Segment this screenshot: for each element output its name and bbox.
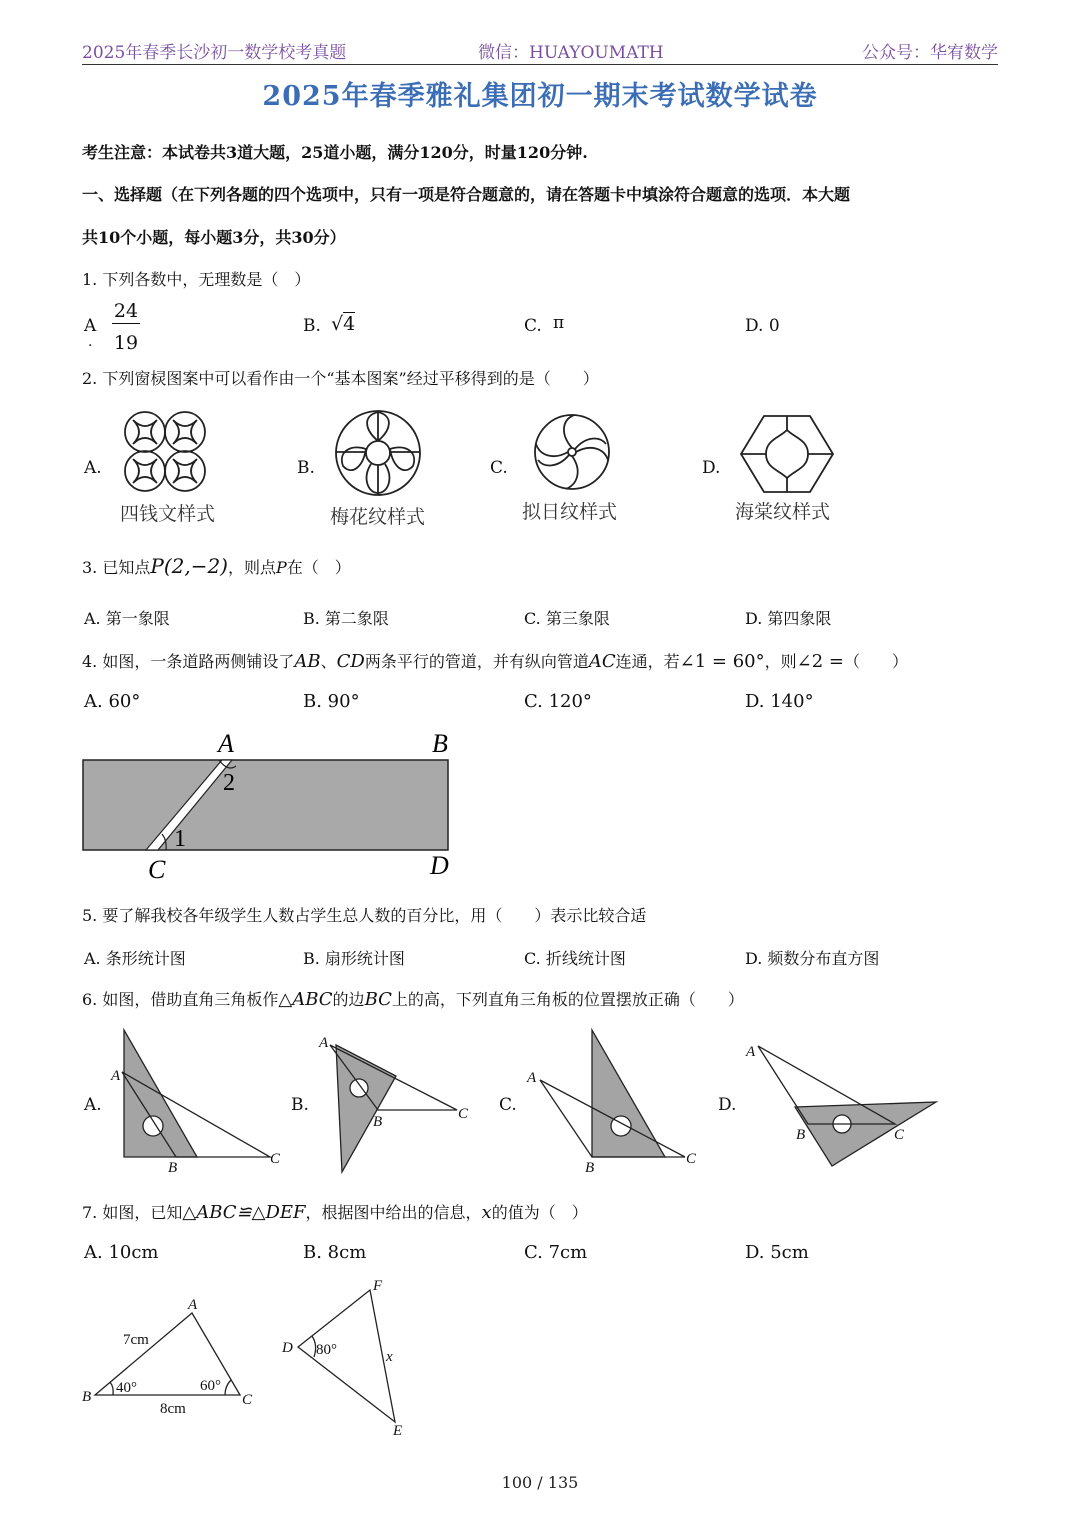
q5-option-b: B. 扇形统计图	[303, 949, 405, 968]
q7-side-x: x	[386, 1349, 393, 1365]
q6-a-label-a: A	[111, 1068, 121, 1084]
exam-notice: 考生注意：本试卷共3道大题，25道小题，满分120分，时量120分钟.	[82, 143, 588, 162]
q4-option-d: D. 140°	[745, 691, 814, 712]
page-title: 2025年春季雅礼集团初一期末考试数学试卷	[262, 81, 818, 112]
q6-d-label-a: A	[746, 1044, 756, 1060]
q7-angle-b-arc	[110, 1382, 113, 1395]
q2-caption-b: 梅花纹样式	[330, 506, 426, 528]
q4-stem-pre: 4. 如图，一条道路两侧铺设了	[82, 652, 295, 671]
q4-label-a: A	[218, 729, 234, 758]
q2-stem: 2. 下列窗棂图案中可以看作由一个“基本图案”经过平移得到的是（ ）	[82, 369, 599, 388]
q6-option-d-label: D.	[718, 1095, 737, 1115]
q4-label-1: 1	[174, 826, 186, 852]
q2-caption-d: 海棠纹样式	[735, 501, 831, 523]
q3-option-c: C. 第三象限	[524, 609, 610, 628]
q7-label-f: F	[373, 1278, 383, 1294]
q7-label-e: E	[393, 1423, 403, 1439]
header-left: 2025年春季长沙初一数学校考真题	[82, 43, 347, 63]
header-right: 公众号：华宥数学	[862, 43, 998, 63]
q3-stem-pre: 3. 已知点	[82, 558, 151, 577]
q7-option-d: D. 5cm	[745, 1242, 809, 1263]
q2-caption-a: 四钱文样式	[120, 503, 216, 525]
q6-a-label-c: C	[270, 1151, 281, 1167]
q7-congruence: △ABC≌△DEF	[182, 1202, 306, 1223]
q5-option-d: D. 频数分布直方图	[745, 949, 880, 968]
q7-angle-b: 40°	[116, 1380, 137, 1396]
q6-c-label-b: B	[585, 1160, 595, 1176]
q2-caption-c: 拟日纹样式	[522, 501, 618, 523]
q7-option-c: C. 7cm	[524, 1242, 588, 1263]
q3-point-p: P	[276, 558, 287, 577]
q1-option-a-label: A	[84, 316, 97, 336]
q6-end: 上的高，下列直角三角板的位置摆放正确（ ）	[391, 990, 744, 1009]
section1-heading-cont: 共10个小题，每小题3分，共30分）	[82, 228, 346, 247]
q6-mid: 的边	[332, 990, 365, 1009]
q6-b-label-b: B	[373, 1114, 383, 1130]
q1-option-d: D. 0	[745, 316, 780, 336]
q7-x: x	[481, 1202, 492, 1223]
q7-label-b: B	[82, 1389, 92, 1405]
q4-condition: ∠1 = 60°	[679, 651, 765, 672]
q7-angle-d: 80°	[316, 1342, 337, 1358]
q6-d-label-b: B	[796, 1127, 806, 1143]
q2-option-c-label: C.	[490, 458, 508, 478]
q1-option-a-denominator: 19	[113, 332, 139, 354]
q6-bc: BC	[364, 989, 392, 1010]
q1-option-c-label: C.	[524, 316, 542, 336]
q6-b-label-c: C	[458, 1106, 469, 1122]
q6-b-label-a: A	[319, 1035, 329, 1051]
q1-stem: 1. 下列各数中，无理数是（ ）	[82, 270, 311, 289]
q4-label-c: C	[148, 855, 166, 884]
q4-label-d: D	[430, 851, 449, 880]
q4-option-a: A. 60°	[84, 691, 141, 712]
q7-label-d: D	[282, 1340, 293, 1356]
q4-end: （ ）	[843, 652, 908, 671]
q6-c-label-c: C	[686, 1151, 697, 1167]
q6-d-label-c: C	[894, 1127, 905, 1143]
q7-side-bc: 8cm	[160, 1401, 186, 1417]
q7-label-a: A	[188, 1297, 198, 1313]
q4-label-b: B	[432, 729, 448, 758]
q3-stem-post: ，则点	[228, 558, 277, 577]
q4-sep: 、	[320, 652, 337, 671]
q6-stem-pre: 6. 如图，借助直角三角板作	[82, 990, 279, 1009]
q3-point: P(2,−2)	[150, 554, 228, 578]
q5-option-c: C. 折线统计图	[524, 949, 626, 968]
q4-option-c: C. 120°	[524, 691, 592, 712]
q1-option-a-numerator: 24	[113, 300, 139, 322]
q7-option-b: B. 8cm	[303, 1242, 367, 1263]
q7-angle-c: 60°	[200, 1378, 221, 1394]
q4-mid3: ，则	[764, 652, 797, 671]
q6-option-b-label: B.	[291, 1095, 309, 1115]
q4-mid: 两条平行的管道，并有纵向管道	[364, 652, 589, 671]
q3-option-a: A. 第一象限	[84, 609, 170, 628]
q4-label-2: 2	[223, 770, 235, 796]
page-number: 100 / 135	[501, 1473, 579, 1492]
q6-option-a-label: A.	[84, 1095, 102, 1115]
q2-option-a-label: A.	[84, 458, 102, 478]
q6-option-c-label: C.	[499, 1095, 517, 1115]
q7-end: 的值为（ ）	[491, 1203, 588, 1222]
q6-a-label-b: B	[168, 1160, 178, 1176]
sqrt-symbol: √	[331, 313, 344, 335]
q2-option-d-label: D.	[702, 458, 721, 478]
q3-stem-end: 在（ ）	[286, 558, 351, 577]
q7-option-a: A. 10cm	[84, 1242, 159, 1263]
q4-ab: AB	[294, 651, 321, 672]
q7-mid: ，根据图中给出的信息，	[305, 1203, 482, 1222]
q7-label-c: C	[242, 1392, 253, 1408]
q2-option-b-label: B.	[297, 458, 315, 478]
q6-c-label-a: A	[527, 1070, 537, 1086]
q4-ask: ∠2 =	[796, 651, 844, 672]
section1-heading: 一、选择题（在下列各题的四个选项中，只有一项是符合题意的，请在答题卡中填涂符合题意的选项．本大题	[82, 185, 851, 204]
q3-option-b: B. 第二象限	[303, 609, 389, 628]
q7-stem-pre: 7. 如图，已知	[82, 1203, 183, 1222]
q7-triangle-def	[298, 1290, 395, 1422]
q1-option-b-label: B.	[303, 316, 321, 336]
q4-ac: AC	[588, 651, 616, 672]
q1-option-b-radicand: 4	[343, 313, 356, 335]
q7-angle-c-arc	[225, 1380, 231, 1395]
q5-option-a: A. 条形统计图	[84, 949, 186, 968]
q1-option-a-dot: .	[88, 334, 93, 350]
q3-option-d: D. 第四象限	[745, 609, 832, 628]
q4-option-b: B. 90°	[303, 691, 360, 712]
q7-side-ab: 7cm	[123, 1332, 149, 1348]
header-center: 微信：HUAYOUMATH	[478, 43, 664, 63]
q5-stem: 5. 要了解我校各年级学生人数占学生总人数的百分比，用（ ）表示比较合适	[82, 906, 647, 925]
q4-cd: CD	[336, 651, 365, 672]
q6-triangle: △ABC	[278, 989, 333, 1010]
q4-mid2: 连通，若	[615, 652, 680, 671]
q1-option-c-value: π	[553, 313, 565, 333]
